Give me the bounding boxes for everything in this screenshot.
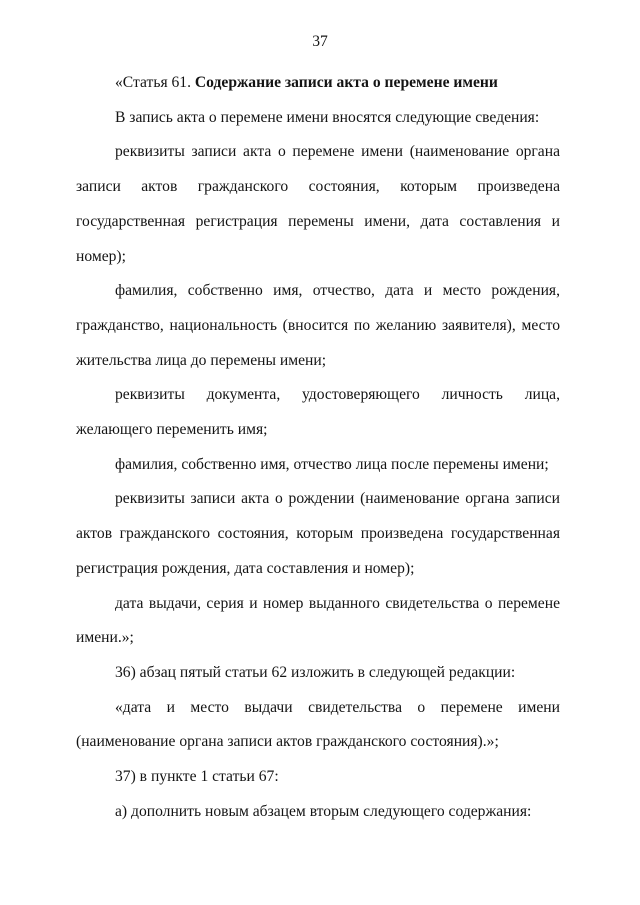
article-item: дата выдачи, серия и номер выданного свидетельства о перемене имени.»; (76, 594, 560, 647)
amendment-paragraph: а) дополнить новым абзацем вторым следующего содержания: (115, 802, 532, 820)
article-item: фамилия, собственно имя, отчество лица после перемены имени; (115, 455, 549, 473)
amendment-paragraph: «дата и место выдачи свидетельства о перемене имени (наименование органа записи актов гражданского состояния).»; (76, 698, 560, 751)
article-item: реквизиты документа, удостоверяющего личность лица, желающего переменить имя; (76, 386, 560, 439)
article-item: фамилия, собственно имя, отчество, дата и место рождения, гражданство, национальность (вносится по желанию заявителя), место жительства лица до перемены имени; (76, 282, 560, 369)
page-number: 37 (312, 33, 328, 50)
document-body (76, 66, 560, 829)
amendment-paragraph: 36) абзац пятый статьи 62 изложить в следующей редакции: (115, 663, 516, 681)
article-heading (76, 66, 560, 101)
article-item: реквизиты записи акта о рождении (наименование органа записи актов гражданского состояния, которым произведена государственная регистрация рождения, дата составления и номер); (76, 490, 560, 577)
article-intro: В запись акта о перемене имени вносятся следующие сведения: (115, 108, 540, 126)
article-item: реквизиты записи акта о перемене имени (наименование органа записи актов гражданского состояния, которым произведена государственная регистрация перемены имени, дата составления и номер); (76, 143, 560, 265)
article-heading-prefix: «Статья 61. (115, 74, 195, 91)
amendment-paragraph: 37) в пункте 1 статьи 67: (115, 768, 279, 786)
article-heading-title: Содержание записи акта о перемене имени (194, 74, 498, 91)
